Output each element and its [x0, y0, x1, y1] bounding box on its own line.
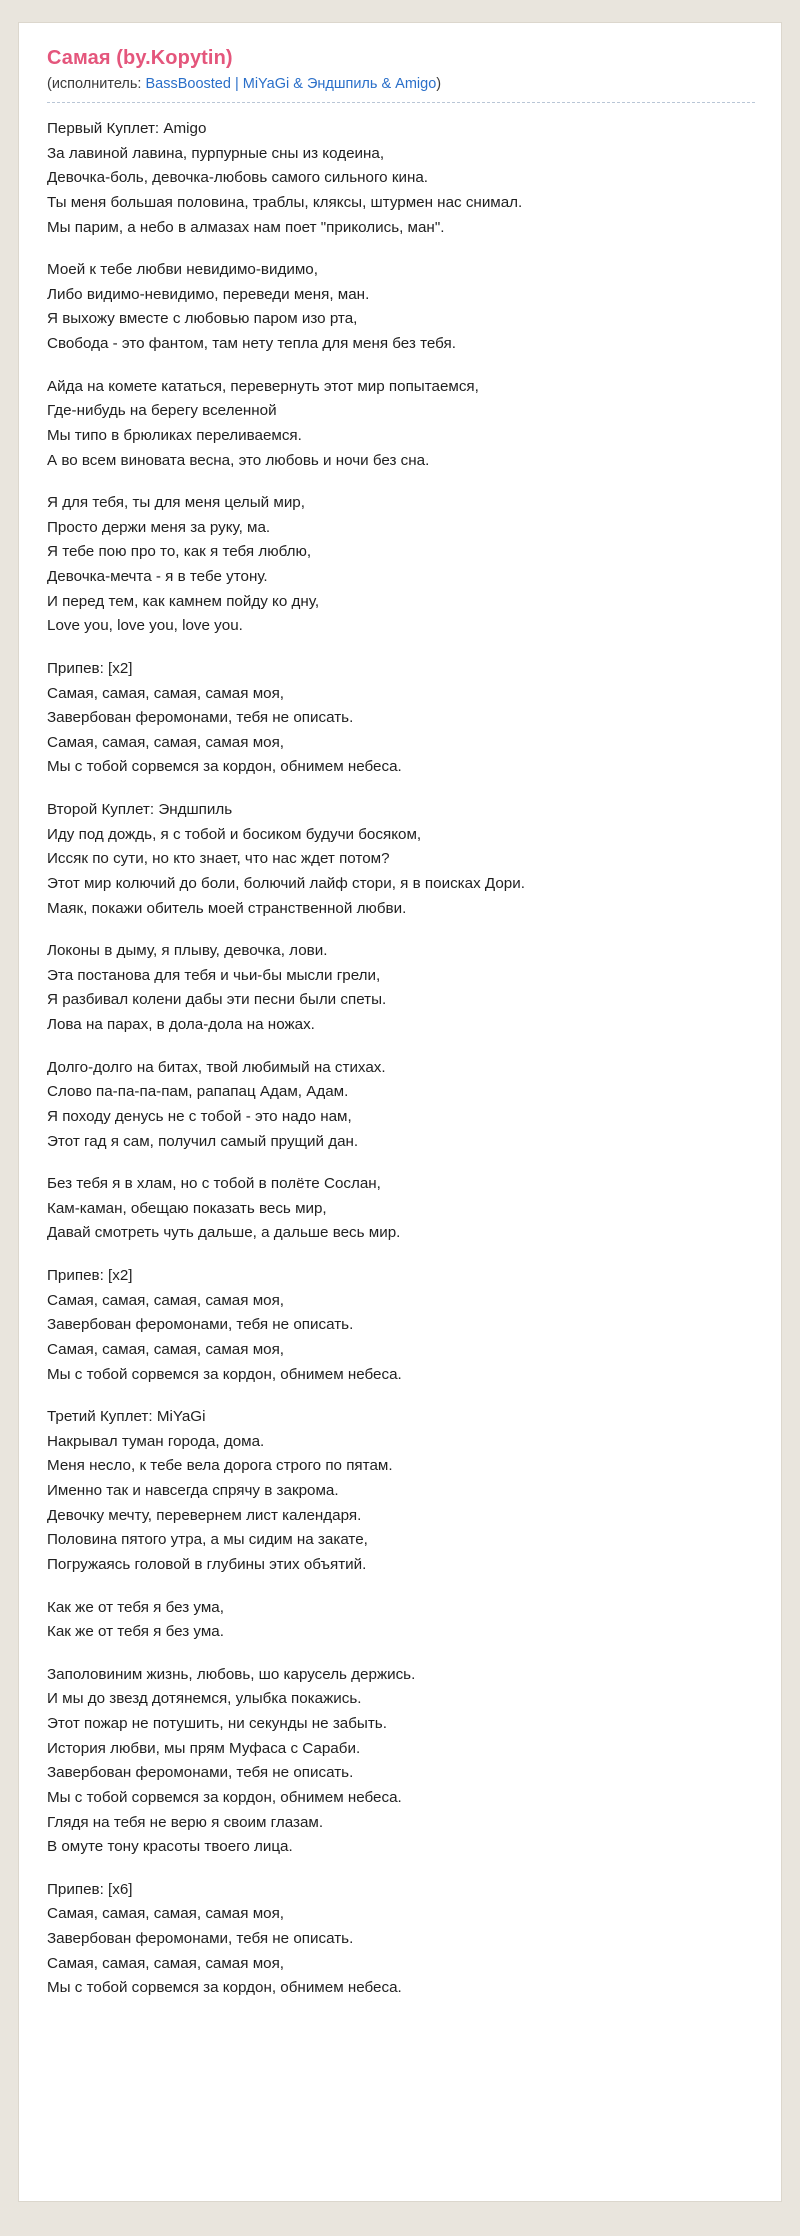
lyrics-stanza [47, 1596, 755, 1645]
page-title: Самая (by.Kopytin) [47, 47, 233, 69]
lyrics-line: Айда на комете кататься, перевернуть этот мир попытаемся, [47, 377, 479, 395]
lyrics-line: Где-нибудь на берегу вселенной [47, 402, 277, 420]
lyrics-stanza [47, 798, 755, 921]
lyrics-line: Свобода - это фантом, там нету тепла для меня без тебя. [47, 335, 456, 352]
performer-line [47, 76, 755, 92]
lyrics-line: Иссяк по сути, но кто знает, что нас ждет потом? [47, 850, 390, 868]
lyrics-stanza [47, 117, 755, 240]
lyrics-line: Меня несло, к тебе вела дорога строго по пятам. [47, 1457, 393, 1475]
lyrics-line: Просто держи меня за руку, ма. [47, 518, 271, 536]
lyrics-line: Глядя на тебя не верю я своим глазам. [47, 1813, 324, 1831]
lyrics-line: Этот пожар не потушить, ни секунды не забыть. [47, 1715, 387, 1732]
lyrics-line: Слово па-па-па-пам, рапапац Адам, Адам. [47, 1083, 349, 1101]
lyrics-line: Припев: [х2] [47, 659, 133, 677]
lyrics-line: И мы до звезд дотянемся, улыбка покажись. [47, 1690, 362, 1708]
lyrics-line: Накрывал туман города, дома. [47, 1432, 265, 1450]
lyrics-line: Долго-долго на битах, твой любимый на стихах. [47, 1058, 386, 1076]
lyrics-body [47, 117, 755, 2001]
lyrics-stanza [47, 491, 755, 639]
lyrics-line: Завербован феромонами, тебя не описать. [47, 1930, 354, 1947]
lyrics-line: Локоны в дыму, я плыву, девочка, лови. [47, 942, 328, 960]
lyrics-line: Припев: [х2] [47, 1267, 133, 1284]
lyrics-line: За лавиной лавина, пурпурные сны из кодеина, [47, 144, 385, 162]
lyrics-line: Именно так и навсегда спрячу в закрома. [47, 1482, 339, 1499]
lyrics-line: Первый Куплет: Amigo [47, 120, 207, 137]
lyrics-line: Самая, самая, самая, самая моя, [47, 1291, 285, 1309]
lyrics-line: Кам-каман, обещаю показать весь мир, [47, 1199, 327, 1217]
lyrics-line: Я тебе пою про то, как я тебя люблю, [47, 543, 312, 561]
lyrics-stanza [47, 375, 755, 474]
lyrics-line: Эта постанова для тебя и чьи-бы мысли грели, [47, 966, 381, 984]
lyrics-line: Я разбивал колени дабы эти песни были спеты. [47, 991, 387, 1009]
lyrics-line: Завербован феромонами, тебя не описать. [47, 709, 354, 727]
lyrics-line: Припев: [х6] [47, 1880, 133, 1898]
lyrics-stanza [47, 1663, 755, 1860]
lyrics-line: Самая, самая, самая, самая моя, [47, 733, 285, 751]
lyrics-line: И перед тем, как камнем пойду ко дну, [47, 592, 320, 610]
header-divider [47, 102, 755, 103]
lyrics-line: Либо видимо-невидимо, переведи меня, ман. [47, 285, 370, 303]
lyrics-line: Второй Куплет: Эндшпиль [47, 801, 233, 818]
lyrics-line: А во всем виновата весна, это любовь и ночи без сна. [47, 451, 430, 469]
lyrics-line: Как же от тебя я без ума, [47, 1598, 224, 1616]
lyrics-line: Я походу денусь не с тобой - это надо нам, [47, 1107, 352, 1125]
lyrics-line: Самая, самая, самая, самая моя, [47, 1340, 285, 1358]
lyrics-stanza [47, 939, 755, 1038]
lyrics-stanza [47, 258, 755, 357]
lyrics-line: Этот гад я сам, получил самый прущий дан. [47, 1132, 359, 1150]
lyrics-line: Третий Куплет: MiYaGi [47, 1408, 206, 1426]
lyrics-line: Я выхожу вместе с любовью паром изо рта, [47, 310, 358, 328]
lyrics-line: Мы с тобой сорвемся за кордон, обнимем небеса. [47, 1979, 402, 1997]
lyrics-line: В омуте тону красоты твоего лица. [47, 1838, 293, 1856]
lyrics-line: Я для тебя, ты для меня целый мир, [47, 494, 305, 512]
lyrics-line: Без тебя я в хлам, но с тобой в полёте Сослан, [47, 1175, 381, 1193]
lyrics-line: Этот мир колючий до боли, болючий лайф стори, я в поисках Дори. [47, 874, 525, 892]
lyrics-line: Девочка-боль, девочка-любовь самого сильного кина. [47, 169, 429, 187]
lyrics-stanza [47, 1056, 755, 1155]
lyrics-line: Маяк, покажи обитель моей странственной любви. [47, 899, 407, 917]
lyrics-line: Самая, самая, самая, самая моя, [47, 1905, 285, 1923]
lyrics-line: Половина пятого утра, а мы сидим на закате, [47, 1531, 368, 1549]
lyrics-line: История любви, мы прям Муфаса с Сараби. [47, 1739, 361, 1757]
lyrics-line: Love you, love you, love you. [47, 617, 243, 635]
lyrics-stanza [47, 1264, 755, 1387]
lyrics-stanza [47, 1172, 755, 1246]
lyrics-stanza [47, 1878, 755, 2001]
lyrics-line: Девочку мечту, перевернем лист календаря. [47, 1506, 362, 1524]
lyrics-line: Мы с тобой сорвемся за кордон, обнимем небеса. [47, 758, 402, 776]
lyrics-line: Мы с тобой сорвемся за кордон, обнимем небеса. [47, 1788, 402, 1806]
lyrics-stanza [47, 1405, 755, 1577]
lyrics-line: Самая, самая, самая, самая моя, [47, 684, 285, 702]
lyrics-line: Завербован феромонами, тебя не описать. [47, 1764, 354, 1782]
lyrics-line: Мы парим, а небо в алмазах нам поет "приколись, ман". [47, 218, 445, 236]
lyrics-line: Давай смотреть чуть дальше, а дальше весь мир. [47, 1224, 401, 1242]
lyrics-line: Самая, самая, самая, самая моя, [47, 1954, 285, 1972]
lyrics-line: Завербован феромонами, тебя не описать. [47, 1316, 354, 1334]
lyrics-stanza [47, 657, 755, 780]
lyrics-line: Лова на парах, в дола-дола на ножах. [47, 1016, 315, 1033]
lyrics-line: Ты меня большая половина, траблы, кляксы, штурмен нас снимал. [47, 193, 523, 211]
lyrics-line: Моей к тебе любви невидимо-видимо, [47, 261, 318, 279]
lyrics-line: Заполовиним жизнь, любовь, шо карусель держись. [47, 1665, 416, 1683]
lyrics-line: Иду под дождь, я с тобой и босиком будучи босяком, [47, 825, 422, 843]
lyrics-line: Девочка-мечта - я в тебе утону. [47, 568, 268, 585]
lyrics-line: Мы типо в брюликах переливаемся. [47, 426, 302, 444]
lyrics-sheet [18, 22, 782, 2202]
performer-link[interactable]: BassBoosted | MiYaGi & Эндшпиль & Amigo [145, 76, 437, 92]
performer-close-paren: ) [436, 76, 442, 92]
performer-label: (исполнитель: [47, 76, 142, 92]
lyrics-line: Погружаясь головой в глубины этих объятий. [47, 1555, 367, 1573]
lyrics-line: Как же от тебя я без ума. [47, 1623, 224, 1641]
lyrics-line: Мы с тобой сорвемся за кордон, обнимем небеса. [47, 1365, 402, 1383]
